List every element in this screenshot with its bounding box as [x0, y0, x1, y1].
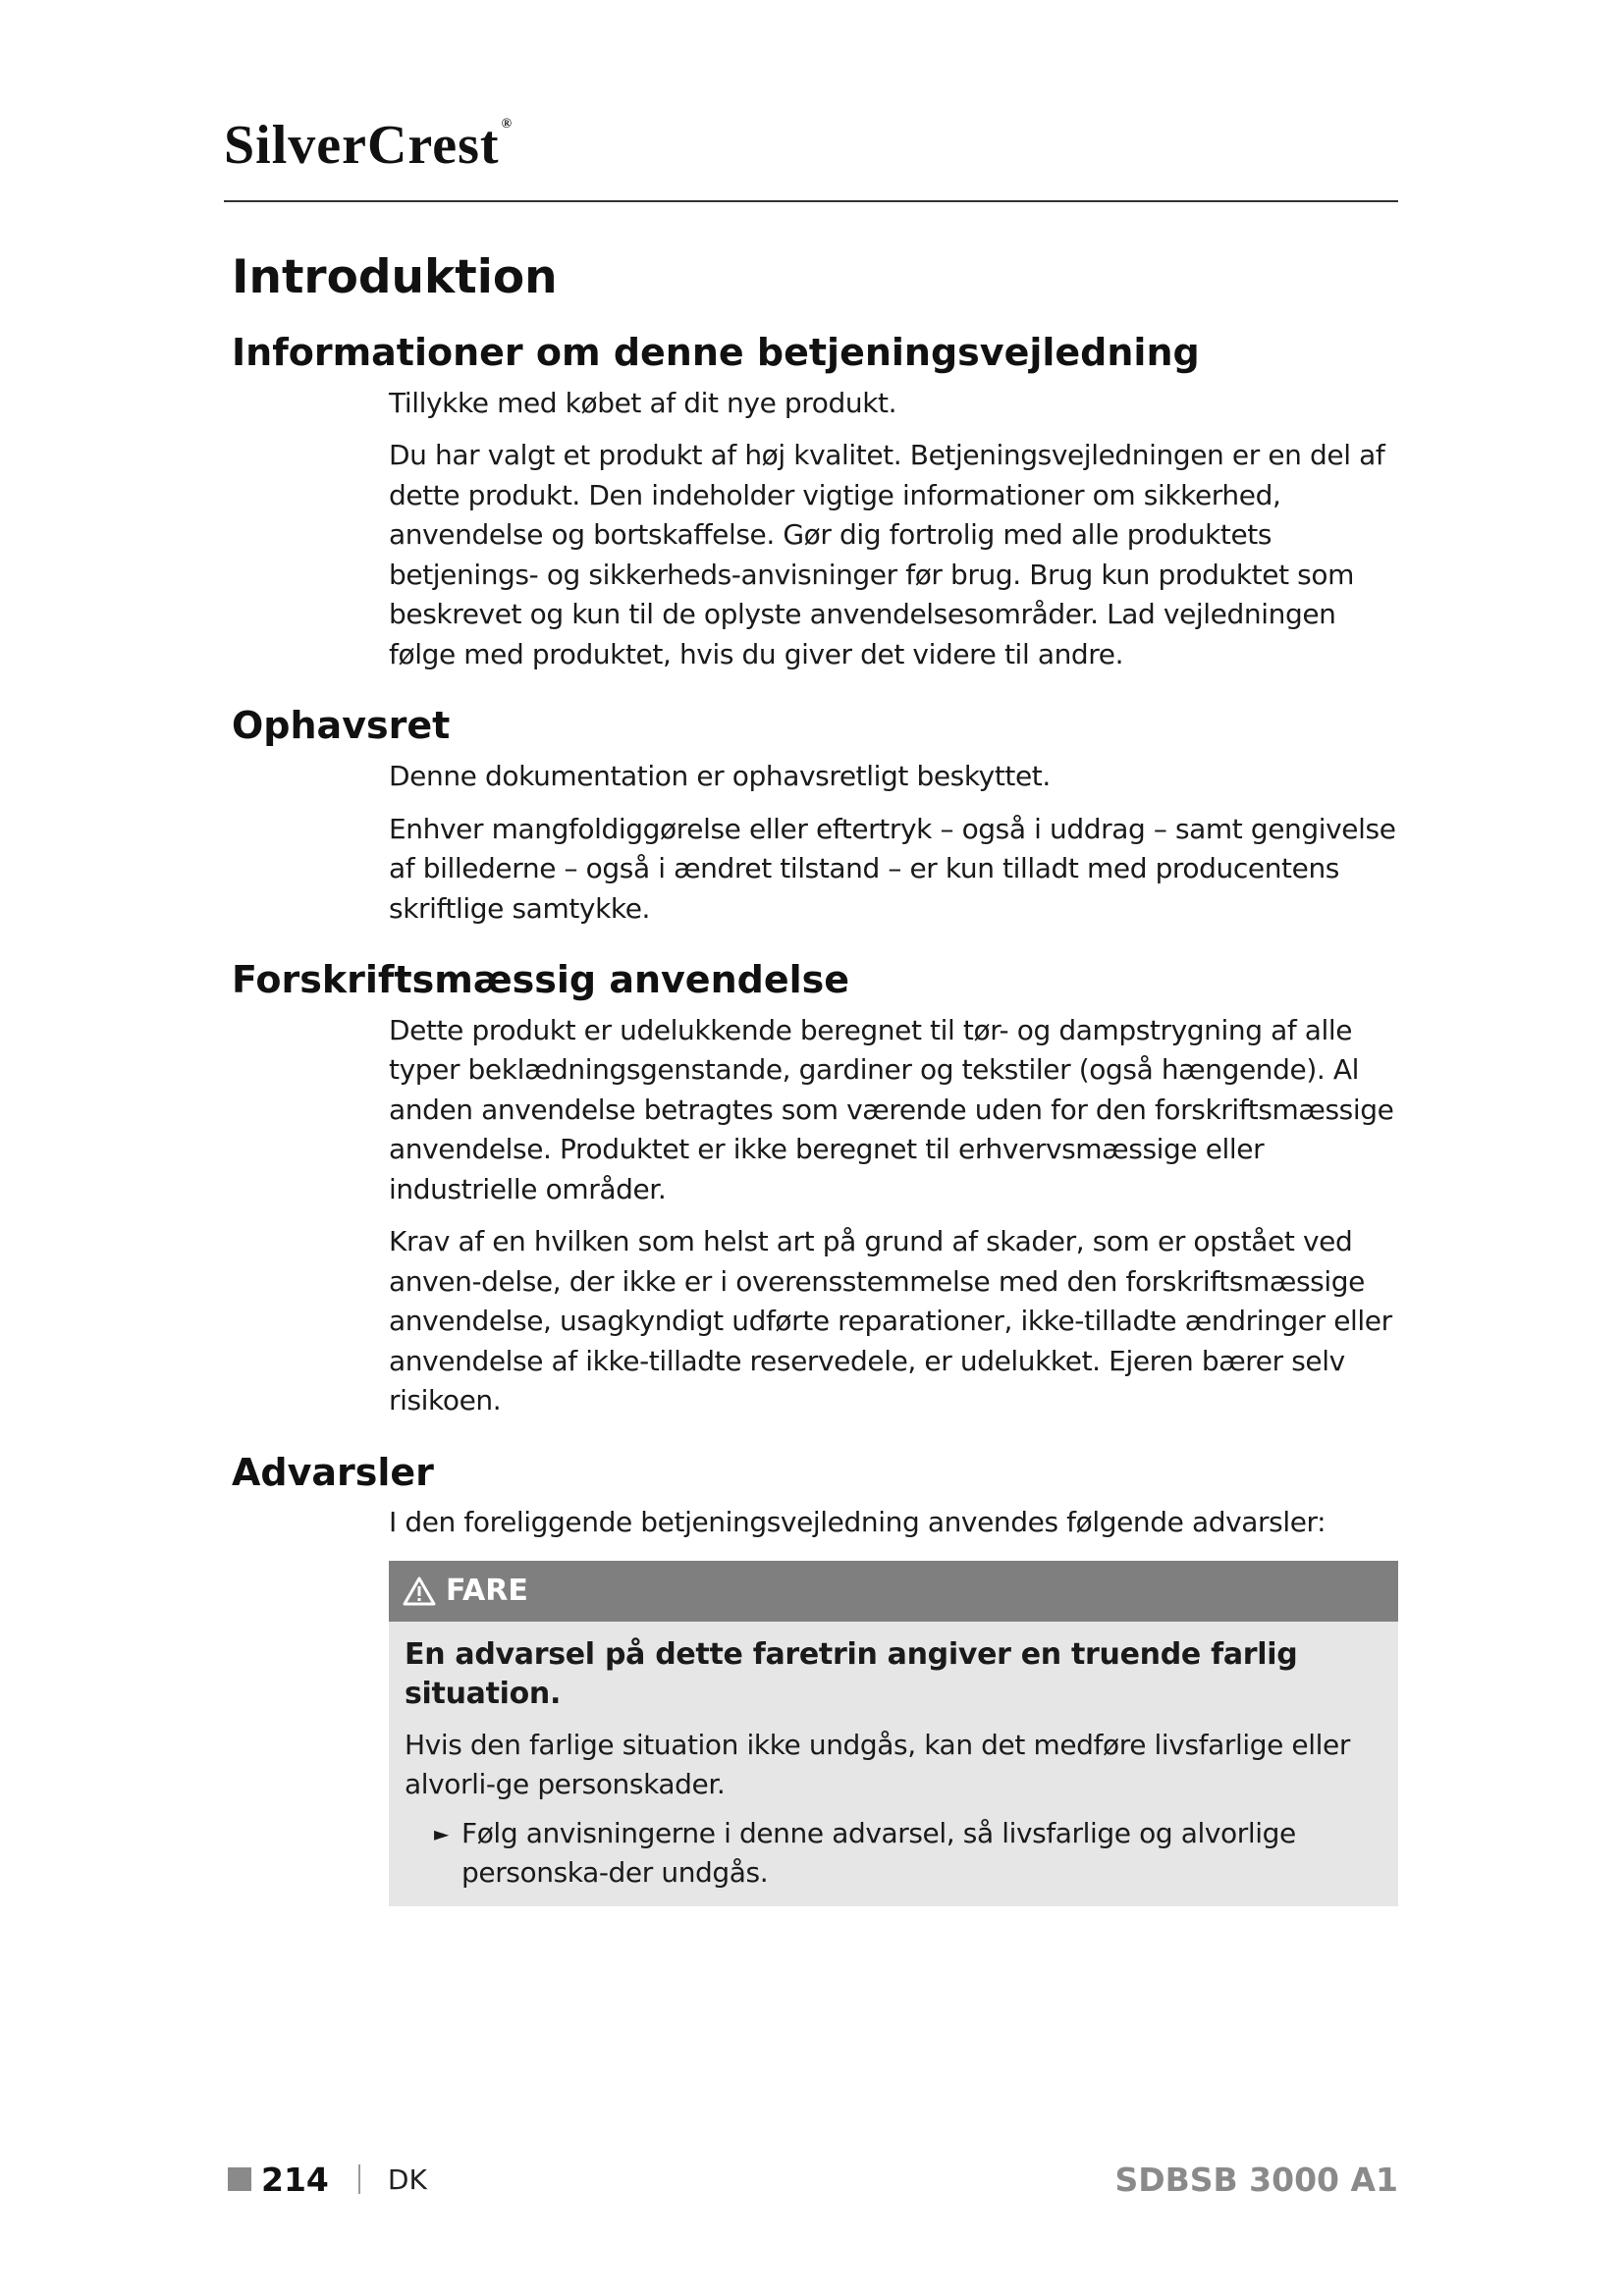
section-intended-use	[232, 958, 1398, 1421]
section-heading: Forskriftsmæssig anvendelse	[232, 958, 850, 1002]
section-manual-info	[232, 331, 1398, 674]
main-content	[232, 250, 1398, 1936]
arrow-right-icon: ►	[434, 1821, 450, 1845]
section-warnings	[232, 1451, 1398, 1906]
brand-logo	[224, 115, 514, 176]
warning-bullet	[405, 1814, 1382, 1893]
paragraph: Denne dokumentation er ophavsretligt beskyttet.	[389, 760, 1051, 793]
paragraph: Tillykke med købet af dit nye produkt.	[389, 386, 897, 419]
header-divider	[224, 200, 1398, 202]
warning-text: Hvis den farlige situation ikke undgås, kan det medføre livsfarlige eller alvorli-ge personskader.	[405, 1728, 1350, 1800]
registered-mark: ®	[501, 117, 514, 132]
danger-warning-box	[389, 1561, 1398, 1906]
paragraph: Enhver mangfoldiggørelse eller eftertryk – også i uddrag – samt gengivelse af billederne – også i ændret tilstand – er kun tilladt med producentens skriftlige samtykke.	[389, 812, 1396, 925]
section-heading: Advarsler	[232, 1450, 434, 1494]
model-number: SDBSB 3000 A1	[1114, 2160, 1398, 2199]
language-code: DK	[387, 2163, 427, 2196]
paragraph: Dette produkt er udelukkende beregnet til tør- og dampstrygning af alle typer beklædningsgenstande, gardiner og tekstiler (også hængende). Al anden anvendelse betragtes som værende uden for den forskriftsmæssige anvendelse. Produktet er ikke beregnet til erhvervsmæssige eller industrielle områder.	[389, 1013, 1394, 1205]
warning-triangle-icon	[403, 1576, 436, 1606]
page-footer	[228, 2158, 1398, 2201]
footer-separator	[358, 2164, 360, 2194]
section-heading: Ophavsret	[232, 704, 451, 748]
section-heading: Informationer om denne betjeningsvejledning	[232, 331, 1200, 375]
page-number: 214	[261, 2160, 329, 2199]
section-copyright	[232, 704, 1398, 929]
warning-headline: En advarsel på dette faretrin angiver en truende farlig situation.	[405, 1636, 1298, 1711]
paragraph: Du har valgt et produkt af høj kvalitet. Betjeningsvejledningen er en del af dette produkt. Den indeholder vigtige informationer om sikkerhed, anvendelse og bortskaffelse. Gør dig fortrolig med alle produktets betjenings- og sikkerheds-anvisninger før brug. Brug kun produktet som beskrevet og kun til de oplyste anvendelsesområder. Lad vejledningen følge med produktet, hvis du giver det videre til andre.	[389, 439, 1385, 670]
brand-name: SilverCrest	[224, 115, 500, 176]
square-icon	[228, 2167, 251, 2191]
page-title: Introduktion	[232, 250, 558, 304]
warning-label: FARE	[446, 1574, 528, 1609]
warning-header	[389, 1561, 1398, 1622]
paragraph: Krav af en hvilken som helst art på grund af skader, som er opstået ved anven-delse, der ikke er i overensstemmelse med den forskriftsmæssige anvendelse, usagkyndigt udførte reparationer, ikke-tilladte ændringer eller anvendelse af ikke-tilladte reservedele, er udelukket. Ejeren bærer selv risikoen.	[389, 1225, 1392, 1417]
paragraph: I den foreliggende betjeningsvejledning anvendes følgende advarsler:	[389, 1506, 1326, 1539]
warning-bullet-text: Følg anvisningerne i denne advarsel, så livsfarlige og alvorlige personska-der undgås.	[461, 1816, 1296, 1889]
